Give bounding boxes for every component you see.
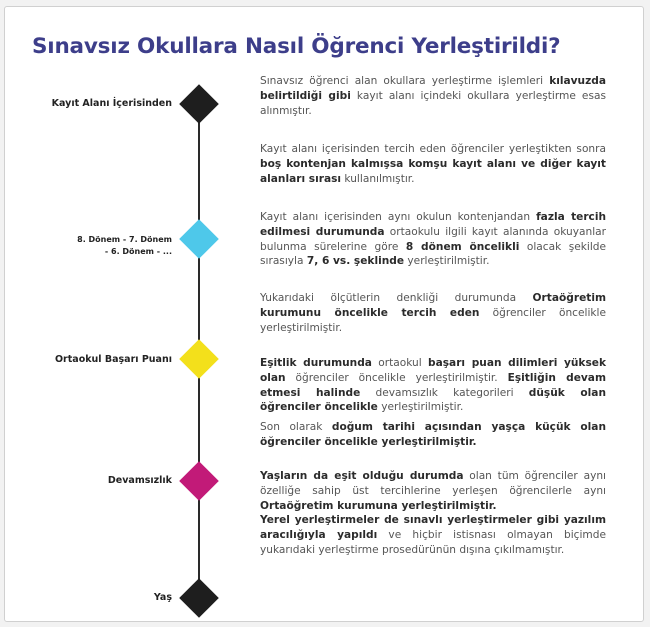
step-label-devamsizlik: Devamsızlık: [107, 475, 172, 486]
text-block-yas-esitligi: Yaşların da eşit olduğu durumda olan tüm öğrenciler aynı özelliğe sahip üst tercihlerine yerleşen öğrencilerle aynı Ortaöğretim kurumuna yerleştirilmiştir. Yerel yerleştirmeler de sınavlı yerleştirmeler gibi yazılım aracılığıyla yapıldı ve hiçbir istisnası olmayan biçimde yukarıdaki yerleştirme prosedürünün dışına çıkılmamıştır.: [260, 470, 606, 556]
text-block-donem: Kayıt alanı içerisinden aynı okulun kontenjandan fazla tercih edilmesi durumunda ortaokulu ilgili kayıt alanında okuyanlar bulunma sürelerine göre 8 dönem öncelikli olacak şekilde sırasıyla 7, 6 vs. şeklinde yerleştirilmiştir.: [260, 211, 607, 268]
step-label-donem-line1: 8. Dönem - 7. Dönem: [77, 235, 172, 244]
step-label-basari-puani: Ortaokul Başarı Puanı: [54, 354, 172, 365]
text-block-ortaogretim-tercih: Yukarıdaki ölçütlerin denkliği durumunda Ortaöğretim kurumunu öncelikle tercih eden öğrenciler öncelikle yerleştirilmiştir.: [260, 292, 606, 334]
step-label-yas: Yaş: [153, 592, 172, 603]
step-label-kayit-alani: Kayıt Alanı İçerisinden: [51, 98, 172, 109]
text-block-dogum-tarihi: Son olarak doğum tarihi açısından yaşça küçük olan öğrenciler öncelikle yerleştirilmiştir.: [260, 421, 606, 448]
step-label-donem-line2: - 6. Dönem - ...: [104, 247, 172, 256]
page-title: Sınavsız Okullara Nasıl Öğrenci Yerleştirildi?: [32, 34, 561, 59]
text-block-kayit-alani: Sınavsız öğrenci alan okullara yerleştirme işlemleri kılavuzda belirtildiği gibi kayıt alanı içindeki okullara yerleştirme esas alınmıştır.: [260, 75, 606, 117]
text-block-komsu-kayit: Kayıt alanı içerisinden tercih eden öğrenciler yerleştikten sonra boş kontenjan kalmışsa komşu kayıt alanı ve diğer kayıt alanları sırası kullanılmıştır.: [260, 143, 606, 185]
text-block-esitlik: Eşitlik durumunda ortaokul başarı puan dilimleri yüksek olan öğrenciler öncelikle yerleştirilmiştir. Eşitliğin devam etmesi halinde devamsızlık kategorileri düşük olan öğrenciler öncelikle yerleştirilmiştir.: [260, 357, 607, 414]
